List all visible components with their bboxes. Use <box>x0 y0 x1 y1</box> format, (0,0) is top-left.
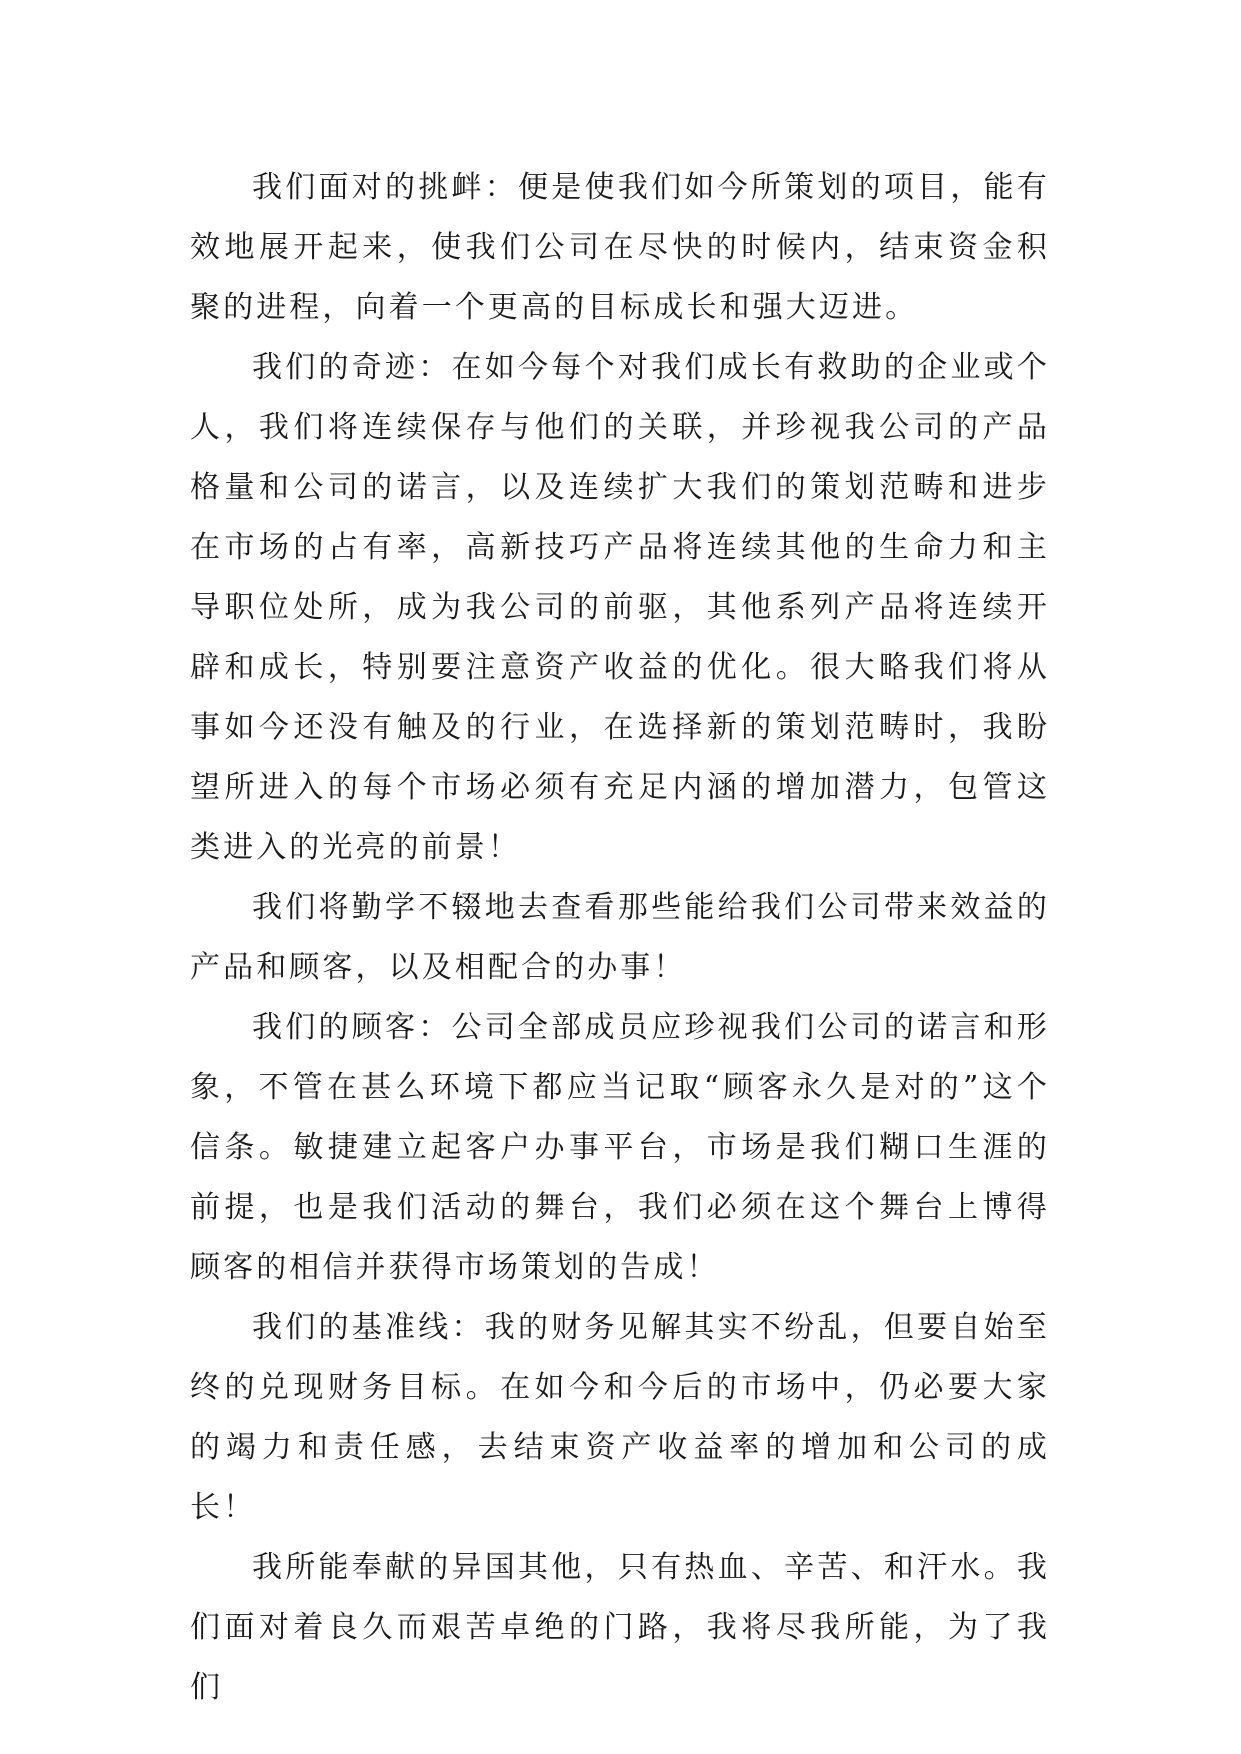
document-body <box>190 158 1050 1718</box>
paragraph-baseline: 我们的基准线：我的财务见解其实不纷乱，但要自始至终的兑现财务目标。在如今和今后的市场中，仍必要大家的竭力和责任感，去结束资产收益率的增加和公司的成长！ <box>190 1310 1050 1525</box>
paragraph-customers: 我们的顾客：公司全部成员应珍视我们公司的诺言和形象，不管在甚么环境下都应当记取“顾客永久是对的”这个信条。敏捷建立起客户办事平台，市场是我们糊口生涯的前提，也是我们活动的舞台，我们必须在这个舞台上博得顾客的相信并获得市场策划的告成！ <box>190 1010 1050 1285</box>
paragraph-challenge: 我们面对的挑衅：便是使我们如今所策划的项目，能有效地展开起来，使我们公司在尽快的时候内，结束资金积聚的进程，向着一个更高的目标成长和强大迈进。 <box>190 170 1050 325</box>
paragraph-miracle: 我们的奇迹：在如今每个对我们成长有救助的企业或个人，我们将连续保存与他们的关联，并珍视我公司的产品格量和公司的诺言，以及连续扩大我们的策划范畴和进步在市场的占有率，高新技巧产品将连续其他的生命力和主导职位处所，成为我公司的前驱，其他系列产品将连续开辟和成长，特别要注意资产收益的优化。很大略我们将从事如今还没有触及的行业，在选择新的策划范畴时，我盼望所进入的每个市场必须有充足内涵的增加潜力，包管这类进入的光亮的前景！ <box>190 350 1050 865</box>
paragraph-dedication: 我所能奉献的异国其他，只有热血、辛苦、和汗水。我们面对着良久而艰苦卓绝的门路，我将尽我所能，为了我们 <box>190 1550 1050 1705</box>
paragraph-diligence: 我们将勤学不辍地去查看那些能给我们公司带来效益的产品和顾客，以及相配合的办事！ <box>190 890 1050 985</box>
